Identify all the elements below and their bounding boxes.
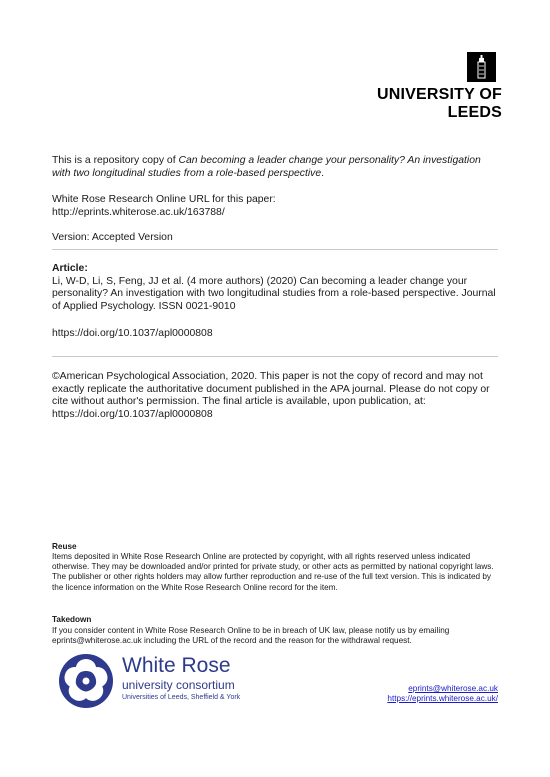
paper-title: Can becoming a leader change your personality? An investigation with two longitudinal studies from a role-based perspective [52,155,481,179]
paper-url[interactable]: http://eprints.whiterose.ac.uk/163788/ [52,206,225,218]
divider [52,356,498,357]
university-crest-icon [467,52,496,82]
white-rose-title: White Rose [122,654,231,677]
reuse-heading: Reuse [52,542,77,551]
white-rose-logo-icon [56,651,116,711]
white-rose-subtitle: university consortium [122,678,235,692]
article-citation: Li, W-D, Li, S, Feng, JJ et al. (4 more authors) (2020) Can becoming a leader change your personality? An investigation with two longitudinal studies from a role-based perspective. Journal of Applied Psychology. ISSN 0021-9010 [52,275,496,312]
copyright-notice: ©American Psychological Association, 2020. This paper is not the copy of record and may not exactly replicate the authoritative document published in the APA journal. Please do not copy or cite without author's permission. The final article is available, upon publication, at: https://doi.org/10.1037/apl0000808 [52,371,490,420]
url-label: White Rose Research Online URL for this paper: [52,194,276,205]
article-section [52,263,502,313]
intro-paragraph [52,155,502,180]
takedown-heading: Takedown [52,615,92,624]
intro-suffix: . [321,167,325,179]
university-name: UNIVERSITY OF LEEDS [377,86,502,121]
white-rose-members: Universities of Leeds, Sheffield & York [122,694,241,701]
reuse-text: Items deposited in White Rose Research Online are protected by copyright, with all rights reserved unless indicated otherwise. They may be downloaded and/or printed for private study, or other acts as permitted by national copyright laws. The publisher or other rights holders may allow further reproduction and re-use of the full text version. This is indicated by the licence information on the White Rose Research Online record for the item. [52,552,494,592]
article-heading: Article: [52,263,88,274]
takedown-text: If you consider content in White Rose Research Online to be in breach of UK law, please notify us by emailing eprints@whiterose.ac.uk including the URL of the record and the reason for the withdrawal request. [52,626,450,646]
divider [52,249,498,250]
contact-website-link[interactable]: https://eprints.whiterose.ac.uk/ [387,694,498,703]
intro-prefix: This is a repository copy of [52,155,179,166]
url-section [52,194,502,219]
version-line: Version: Accepted Version [52,232,173,243]
doi-link[interactable]: https://doi.org/10.1037/apl0000808 [52,328,213,339]
contact-email-link[interactable]: eprints@whiterose.ac.uk [408,684,498,693]
